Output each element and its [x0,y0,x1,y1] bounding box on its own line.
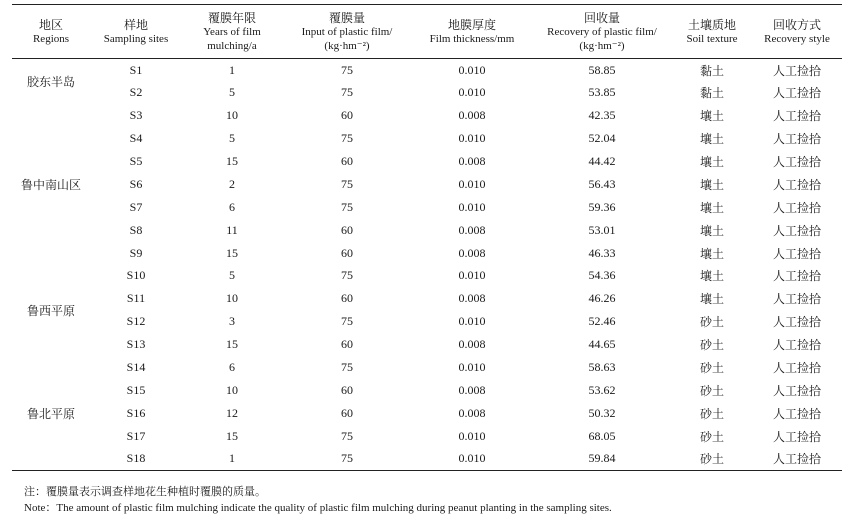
region-cell: 胶东半岛 [26,75,75,90]
column-header [90,5,182,59]
table-cell: 0.010 [458,428,486,443]
table-cell: 壤土 [699,155,724,169]
table-cell: 60 [341,154,353,168]
column-header-zh: 土壤质地 [687,17,736,32]
table-cell: 1 [229,451,235,466]
table-cell: 0.010 [458,314,486,329]
column-header-en: Regions [32,32,70,45]
table-cell: S17 [126,428,146,443]
table-cell: 壤土 [699,132,724,147]
note-english: Note：The amount of plastic film mulching indicate the quality of plastic film mulching during peanut planting in the sampling sites. [24,502,612,514]
table-body [12,59,842,471]
column-header-en: Recovery of plastic film/ (kg·hm⁻²) [547,25,657,52]
table-cell: 53.85 [588,85,616,100]
table-cell: 人工捡拾 [772,200,821,215]
column-header-en: Sampling sites [103,32,169,45]
table-cell: 75 [341,428,353,443]
table-cell: 砂土 [699,338,724,353]
table-cell: 15 [226,154,238,168]
table-cell: 15 [226,337,238,352]
table-cell: 0.010 [458,131,486,146]
table-cell: 75 [341,314,353,329]
table-row [12,448,842,471]
column-header-zh: 覆膜年限 [207,10,256,25]
table-cell: 砂土 [699,361,724,376]
table-cell: 0.010 [458,451,486,466]
table-cell: 人工捡拾 [772,223,821,238]
table-cell: 75 [341,62,353,77]
table-cell: S18 [126,451,146,466]
column-header-en: Soil texture [686,32,738,45]
table-cell: 壤土 [699,246,724,261]
region-cell: 鲁北平原 [26,406,75,421]
table-cell: 砂土 [699,452,724,467]
table-cell: 人工捡拾 [772,246,821,261]
table-cell: 10 [226,382,238,397]
table-cell: 0.008 [458,382,486,397]
table-cell: 52.46 [588,314,616,329]
table-cell: 15 [226,245,238,260]
table-cell: 壤土 [699,292,724,307]
table-cell: 10 [226,108,238,123]
table-row [12,356,842,379]
table-cell: 砂土 [699,406,724,421]
table-cell: S13 [126,337,146,352]
table-cell: 53.62 [588,382,616,397]
table-cell: S7 [129,199,143,214]
column-header-zh: 地膜厚度 [447,17,496,32]
table-cell: S10 [126,268,146,283]
table-cell: 人工捡拾 [772,361,821,376]
table-cell: 58.63 [588,360,616,375]
table-cell: 人工捡拾 [772,177,821,192]
table-cell: S11 [126,291,146,306]
table-cell: 75 [341,85,353,100]
table-cell: S14 [126,360,146,375]
table-cell: 46.26 [588,291,616,306]
table-cell: 0.010 [458,199,486,214]
table-cell: 人工捡拾 [772,109,821,124]
table-cell: 60 [341,382,353,397]
table-row [12,219,842,242]
column-header [182,5,282,59]
table-cell: 人工捡拾 [772,155,821,169]
table-cell: 60 [341,405,353,420]
column-header-zh: 回收方式 [772,17,821,32]
table-cell: 人工捡拾 [772,86,821,101]
table-row [12,150,842,173]
region-cell: 鲁西平原 [26,303,75,318]
table-row [12,310,842,333]
table-cell: 黏土 [699,63,724,78]
table-cell: 75 [341,176,353,191]
table-cell: 46.33 [588,245,616,260]
table-cell: S1 [129,62,143,77]
table-cell: 人工捡拾 [772,452,821,467]
column-header-zh: 样地 [123,17,148,32]
table-cell: 58.85 [588,62,616,77]
data-table [12,4,842,471]
table-cell: 0.008 [458,154,486,168]
column-header-en: Recovery style [764,32,830,45]
table-cell: 0.010 [458,62,486,77]
table-cell: 0.008 [458,291,486,306]
table-cell: 0.008 [458,405,486,420]
table-cell: 人工捡拾 [772,132,821,147]
table-cell: S16 [126,405,146,420]
table-cell: 68.05 [588,428,616,443]
table-cell: 60 [341,337,353,352]
table-cell: 砂土 [699,429,724,444]
table-cell: 75 [341,131,353,146]
table-cell: 0.008 [458,222,486,237]
table-row [12,173,842,196]
table-cell: 75 [341,360,353,375]
table-cell: 人工捡拾 [772,315,821,330]
table-cell: 10 [226,291,238,306]
table-cell: S5 [129,154,143,168]
table-cell: 人工捡拾 [772,63,821,78]
table-cell: 0.008 [458,245,486,260]
header-row [12,5,842,59]
table-cell: 15 [226,428,238,443]
table-row [12,333,842,356]
table-cell: 60 [341,222,353,237]
region-cell: 鲁中南山区 [20,177,81,192]
table-row [12,242,842,265]
table-cell: 人工捡拾 [772,429,821,444]
table-cell: 0.010 [458,176,486,191]
column-header [12,5,90,59]
table-row [12,425,842,448]
table-cell: 5 [229,85,235,100]
table-cell: S4 [129,131,143,146]
table-cell: S12 [126,314,146,329]
table-cell: 5 [229,268,235,283]
table-cell: 人工捡拾 [772,338,821,353]
column-header [412,5,532,59]
table-cell: 54.36 [588,268,616,283]
table-cell: 壤土 [699,269,724,284]
table-cell: S15 [126,382,146,397]
table-cell: 5 [229,131,235,146]
table-row [12,402,842,425]
table-cell: 60 [341,291,353,306]
table-cell: 砂土 [699,315,724,330]
column-header [282,5,412,59]
table-cell: S2 [129,85,143,100]
table-cell: 12 [226,405,238,420]
table-row [12,287,842,310]
table-cell: 75 [341,268,353,283]
table-cell: 59.84 [588,451,616,466]
table-cell: 75 [341,451,353,466]
column-header-zh: 回收量 [583,10,620,25]
table-cell: 75 [341,199,353,214]
column-header-en: Film thickness/mm [429,32,515,45]
table-cell: 壤土 [699,177,724,192]
table-cell: 0.010 [458,268,486,283]
table-notes [24,484,612,516]
table-row [12,59,842,82]
table-cell: 人工捡拾 [772,406,821,421]
table-cell: 壤土 [699,200,724,215]
table-row [12,127,842,150]
table-cell: 60 [341,108,353,123]
table-cell: 53.01 [588,222,616,237]
table-cell: S8 [129,222,143,237]
column-header-en: Years of film mulching/a [203,25,261,52]
table-cell: 60 [341,245,353,260]
column-header-zh: 覆膜量 [328,10,365,25]
table-cell: 44.42 [588,154,616,168]
table-cell: 50.32 [588,405,616,420]
table-cell: 人工捡拾 [772,292,821,307]
column-header [672,5,752,59]
table-cell: 42.35 [588,108,616,123]
table-cell: 砂土 [699,383,724,398]
table-cell: S3 [129,108,143,123]
table-cell: 人工捡拾 [772,383,821,398]
note-chinese: 注：覆膜量表示调查样地花生种植时覆膜的质量。 [24,485,266,498]
table-cell: 56.43 [588,176,616,191]
table-cell: 59.36 [588,199,616,214]
table-cell: 壤土 [699,223,724,238]
table-cell: 0.010 [458,85,486,100]
table-cell: 3 [229,314,235,329]
table-cell: 0.008 [458,337,486,352]
table-cell: 6 [229,360,235,375]
table-cell: 0.008 [458,108,486,123]
table-row [12,265,842,288]
table-cell: 52.04 [588,131,616,146]
table-cell: 6 [229,199,235,214]
table-cell: 44.65 [588,337,616,352]
table-cell: 0.010 [458,360,486,375]
table-cell: S6 [129,176,143,191]
table-row [12,379,842,402]
table-row [12,81,842,104]
table-cell: 黏土 [699,86,724,101]
table-row [12,196,842,219]
table-cell: 1 [229,62,235,77]
table-cell: 壤土 [699,109,724,124]
table-cell: 11 [226,222,238,237]
column-header-en: Input of plastic film/ (kg·hm⁻²) [301,25,393,52]
table-header [12,5,842,59]
column-header [532,5,672,59]
table-row [12,104,842,127]
table-cell: S9 [129,245,143,260]
column-header-zh: 地区 [38,17,63,32]
table-cell: 2 [229,176,235,191]
table-cell: 人工捡拾 [772,269,821,284]
column-header [752,5,842,59]
